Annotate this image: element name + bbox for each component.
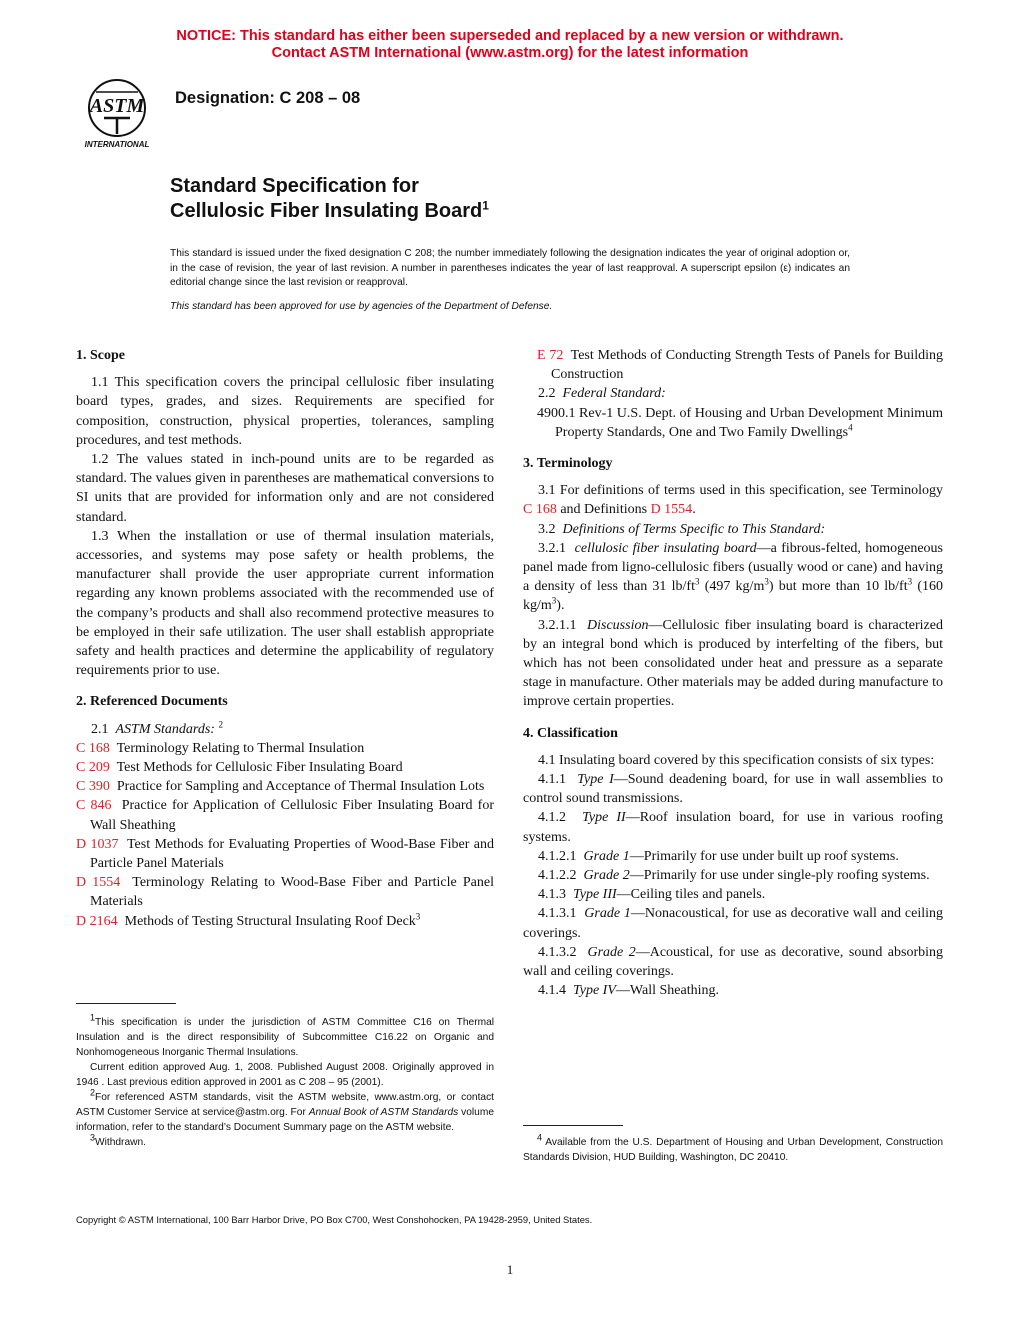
footnote-2-text-b: volume information, refer to the standard’s Document Summary page on the ASTM website. [76,1107,494,1133]
item-num: 4.1.2.2 [538,868,577,884]
left-column [76,346,494,931]
ref-title: Test Methods for Cellulosic Fiber Insulating Board [116,760,403,776]
item-text: —Primarily for use under single-ply roofing systems. [629,868,930,884]
item-num: 4.1.1 [538,772,566,788]
footnote-1b: Current edition approved Aug. 1, 2008. Published August 2008. Originally approved in 1946 . Last previous edition approved in 2001 as C 208 – 95 (2001). [76,1062,494,1088]
classification-item [523,943,943,981]
item-text: —Ceiling tiles and panels. [616,887,766,903]
definition-text-b: (497 kg/m [699,579,765,595]
footnotes-right [523,1132,943,1165]
supersede-notice [0,28,1020,62]
footnotes-left [76,1012,494,1150]
footnote-4-text: Available from the U.S. Department of Housing and Urban Development, Construction Standards Division, HUD Building, Washington, DC 20410. [523,1137,943,1163]
scope-1-3: 1.3 When the installation or use of thermal insulation materials, accessories, and systems may pose safety or health problems, the manufacturer shall provide the user appropriate current information regarding any known problems associated with the recommended use of the company’s products and shall also recommend protective measures to be employed in their safe utilization. The user shall establish appropriate safety and health practices and determine the applicability of regulatory requirements prior to use. [76,528,494,679]
footnote-divider-right [523,1125,623,1126]
superscript: 3 [694,576,700,587]
footnote-2-italic: Annual Book of ASTM Standards [308,1107,459,1118]
classification-item [523,885,943,904]
terminology-3-2-label: Definitions of Terms Specific to This Standard: [562,521,826,537]
item-label: Grade 1 [583,848,630,864]
item-label: Type III [573,887,617,903]
ref-title: Practice for Application of Cellulosic Fiber Insulating Board for Wall Sheathing [90,798,495,833]
ref-item [76,873,494,911]
item-text: —Roof insulation board, for use in various roofing systems. [523,810,944,845]
superscript: 3 [551,595,557,606]
footnote-4-mark: 4 [537,1132,543,1143]
ref-item [76,835,494,873]
astm-logo-icon [74,74,160,152]
astm-standards-num: 2.1 [91,721,109,737]
ref-title: Test Methods of Conducting Strength Tests of Panels for Building Construction [551,348,943,383]
notice-line-2: Contact ASTM International (www.astm.org) for the latest information [271,45,749,61]
right-column [523,346,943,1001]
ref-title: Terminology Relating to Wood-Base Fiber and Particle Panel Materials [90,875,494,910]
federal-standard-item [523,404,943,442]
item-text: —Acoustical, for use as decorative, sound absorbing wall and ceiling coverings. [523,944,944,980]
item-label: Grade 2 [583,868,630,884]
section-refdocs-heading: 2. Referenced Documents [76,694,228,710]
superscript: 3 [764,576,769,587]
terminology-3-1-end: . [692,502,696,518]
ref-link-d1554-inline[interactable]: D 1554 [650,502,693,518]
ref-link-c390[interactable]: C 390 [76,779,110,795]
scope-1-1: 1.1 This specification covers the principal cellulosic fiber insulating board types, grades, and sizes. Requirements are specified for composition, construction, physical properties, tolerances, sampling procedures, and test methods. [76,375,494,448]
ref-footnote-mark: 3 [415,911,421,922]
classification-item [523,981,943,1000]
title-line-2 [170,199,489,224]
footnote-1 [76,1012,494,1060]
section-terminology-heading: 3. Terminology [523,456,613,472]
footnote-1-text: This specification is under the jurisdiction of ASTM Committee C16 on Thermal Insulation and is the direct responsibility of Subcommittee C16.22 on Organic and Nonhomogeneous Inorganic Thermal Insulations. [76,1017,494,1058]
notice-line-1: NOTICE: This standard has either been superseded and replaced by a new version or withdrawn. [176,28,844,44]
item-label: Type I [577,772,614,788]
ref-link-d1037[interactable]: D 1037 [76,836,119,852]
ref-item [76,777,494,796]
terminology-3-1 [523,481,943,519]
ref-link-c846[interactable]: C 846 [76,798,112,814]
ref-item [76,796,494,834]
item-num: 4.1.3.2 [538,944,577,960]
definition-text-c: ) but more than 10 lb/ft [768,579,908,595]
federal-standard-text: 4900.1 Rev-1 U.S. Dept. of Housing and Urban Development Minimum Property Standards, One and Two Family Dwellings [537,405,943,440]
ref-link-c168[interactable]: C 168 [76,740,110,756]
federal-standard-num: 2.2 [538,386,556,402]
classification-item [523,866,943,885]
title-line-2-text: Cellulosic Fiber Insulating Board [170,200,483,222]
federal-standard-label [523,384,943,403]
terminology-3-2 [523,520,943,539]
page-number: 1 [506,1262,514,1277]
ref-title: Practice for Sampling and Acceptance of Thermal Insulation Lots [116,779,485,795]
footnote-3-text: Withdrawn. [95,1137,146,1148]
footnote-3 [76,1132,494,1150]
ref-title: Terminology Relating to Thermal Insulation [116,740,365,756]
federal-standard-footnote: 4 [848,422,853,433]
ref-title: Test Methods for Evaluating Properties of Wood-Base Fiber and Particle Panel Materials [90,836,494,872]
item-num: 4.1.3.1 [538,906,577,922]
ref-item [523,346,943,384]
item-text: —Wall Sheathing. [615,983,719,999]
item-num: 4.1.3 [538,887,566,903]
ref-link-e72[interactable]: E 72 [537,348,564,363]
item-label: Grade 2 [587,944,636,960]
terminology-3-2-1 [523,539,943,616]
discussion-text: —Cellulosic fiber insulating board is characterized by an integral bond which is produced by interfelting of the fibers, but which has not been consolidated under heat and pressure as a separate stage in manufacture. Other materials may be added during manufacture to improve certain properties. [523,617,943,710]
terminology-3-2-1-num: 3.2.1 [538,540,566,556]
logo-subtext: INTERNATIONAL [84,140,150,149]
scope-1-2: 1.2 The values stated in inch-pound units are to be regarded as standard. The values given in parentheses are mathematical conversions to SI units that are provided for information only and are not considered standard. [76,452,494,525]
ref-link-d2164[interactable]: D 2164 [76,913,118,929]
federal-standard-title: Federal Standard: [562,386,666,402]
ref-item [76,912,494,931]
item-label: Grade 1 [584,906,631,922]
issuance-statement: This standard is issued under the fixed designation C 208; the number immediately following the designation indicates the year of original adoption or, in the case of revision, the year of last revision. A number in parentheses indicates the year of last reapproval. A superscript epsilon (ε) indicates an editorial change since the last revision or reapproval. [170,248,850,288]
ref-link-d1554[interactable]: D 1554 [76,875,121,891]
logo-text: ASTM [89,95,145,117]
superscript: 3 [907,576,913,587]
classification-item [523,904,943,942]
footnote-2-text-a: For referenced ASTM standards, visit the ASTM website, www.astm.org, or contact ASTM Customer Service at service@astm.org. For [76,1092,494,1118]
item-text: —Nonacoustical, for use as decorative wall and ceiling coverings. [523,906,944,941]
title-line-1: Standard Specification for [170,175,419,197]
definition-text-a: —a fibrous-felted, homogeneous panel made from ligno-cellulosic fibers (usually wood or cane) and having a density of less than 31 lb/ft [523,540,943,595]
item-num: 4.1.2 [538,810,566,826]
footnote-2 [76,1087,494,1135]
terminology-3-2-1-1-num: 3.2.1.1 [538,617,577,633]
ref-link-c168-inline[interactable]: C 168 [523,502,557,518]
footnote-1-mark: 1 [90,1012,96,1023]
item-text: —Primarily for use under built up roof systems. [629,848,899,864]
ref-link-c209[interactable]: C 209 [76,760,110,776]
dod-approval-statement: This standard has been approved for use by agencies of the Department of Defense. [170,301,553,312]
terminology-3-2-num: 3.2 [538,521,556,537]
ref-title: Methods of Testing Structural Insulating Roof Deck [124,913,416,929]
classification-item [523,847,943,866]
ref-item [76,758,494,777]
terminology-3-1-text: 3.1 For definitions of terms used in this specification, see Terminology [538,483,943,499]
classification-item [523,770,943,808]
classification-4-1: 4.1 Insulating board covered by this specification consists of six types: [538,752,935,768]
terminology-3-1-text-b: and Definitions [560,502,648,518]
footnote-2-mark: 2 [90,1087,96,1098]
title-footnote-mark: 1 [482,198,489,213]
footnote-4 [523,1132,943,1165]
classification-item [523,808,943,846]
designation: Designation: C 208 – 08 [175,89,361,107]
item-text: —Sound deadening board, for use in wall assemblies to control sound transmissions. [523,772,943,807]
section-classification-heading: 4. Classification [523,725,618,741]
item-num: 4.1.2.1 [538,848,577,864]
document-title [170,174,489,224]
item-label: Type II [582,810,626,826]
astm-standards-title: ASTM Standards: [115,721,215,737]
footnote-3-mark: 3 [90,1132,96,1143]
item-num: 4.1.4 [538,983,566,999]
defined-term: cellulosic fiber insulating board [574,540,757,556]
definition-text-d: (160 kg/m [523,579,943,614]
ref-item [76,739,494,758]
section-scope-heading: 1. Scope [76,348,125,363]
footnote-divider-left [76,1003,176,1004]
astm-standards-footnote: 2 [218,719,223,729]
discussion-label: Discussion [587,617,649,633]
astm-standards-label [76,720,494,739]
copyright-line: Copyright © ASTM International, 100 Barr Harbor Drive, PO Box C700, West Conshohocken, PA 19428-2959, United States. [76,1214,593,1225]
terminology-3-2-1-1 [523,616,943,712]
definition-text-e: ). [556,598,565,614]
item-label: Type IV [573,983,616,999]
